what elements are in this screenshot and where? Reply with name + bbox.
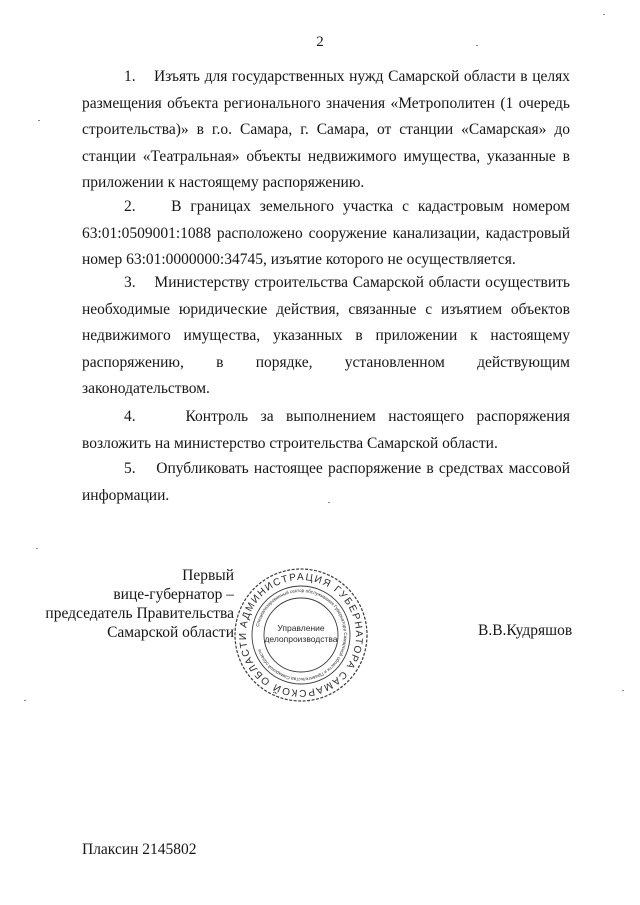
paragraph-3: 3. Министерству строительства Самарской области осуществить необходимые юридические действия, связанные с изъятием объектов недвижимого имущества, указанных в приложении к настоящему распоряжению, в порядке, установленном действующим законодательством. [82,274,570,397]
paragraph-1: 1. Изъять для государственных нужд Самарской области в целях размещения объекта регионального значения «Метрополитен (1 очередь строительства)» в г.о. Самара, г. Самара, от станции «Самарская» до станции «Театральная» объекты недвижимого имущества, указанные в приложении к настоящему распоряжению. [82,68,570,191]
signatory-name: В.В.Кудряшов [478,622,573,639]
signatory-position [45,566,234,642]
scan-speck [622,690,624,691]
executor-note: Плаксин 2145802 [82,841,197,858]
official-seal-stamp [233,567,369,703]
signatory-position-line: Первый [182,567,234,584]
stamp-center-line-2: делопроизводства [264,634,338,644]
scan-speck [38,120,40,121]
paragraph-2: 2. В границах земельного участка с кадастровым номером 63:01:0509001:1088 расположено сооружение канализации, кадастровый номер 63:01:0000000:34745, изъятие которого не осуществляется. [82,198,570,268]
paragraph-4: 4. Контроль за выполнением настоящего распоряжения возложить на министерство строительства Самарской области. [82,408,570,452]
scan-speck [476,45,478,46]
paragraph-5: 5. Опубликовать настоящее распоряжение в средствах массовой информации. [82,460,570,504]
scan-speck [603,14,605,15]
signatory-position-line: вице-губернатор – [113,586,234,603]
stamp-inner-text: Специализированный сектор обслуживания Губернатора Самарской области и Правительства Самарской области [254,587,349,683]
signatory-position-line: председатель Правительства [45,605,234,622]
scan-speck [24,700,26,701]
stamp-center-line-1: Управление [277,623,325,633]
signatory-position-line: Самарской области [107,624,234,641]
scan-speck [328,502,330,503]
page-number: 2 [316,34,324,50]
scan-speck [36,548,38,549]
stamp-outer-text: АДМИНИСТРАЦИЯ ГУБЕРНАТОРА САМАРСКОЙ ОБЛАСТИ [237,571,365,699]
